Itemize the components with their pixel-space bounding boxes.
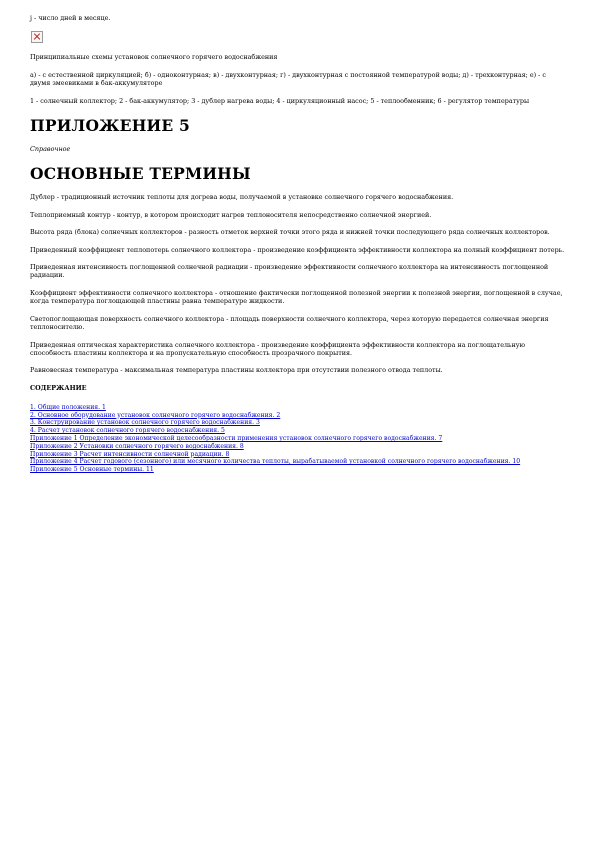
toc-item: [30, 466, 565, 474]
appendix-title: ОСНОВНЫЕ ТЕРМИНЫ: [30, 164, 251, 184]
toc-item: [30, 451, 565, 459]
toc-link[interactable]: 1. Общие положения. 1: [30, 403, 106, 411]
toc-item: [30, 435, 565, 443]
term-name: Приведенная интенсивность поглощенной солнечной радиации: [30, 263, 249, 272]
term-name: Равновесная температура: [30, 366, 119, 375]
table-of-contents: [30, 404, 565, 474]
toc-item: [30, 404, 565, 412]
toc-link[interactable]: Приложение 3 Расчет интенсивности солнечной радиации. 8: [30, 450, 230, 458]
toc-item: [30, 443, 565, 451]
toc-link[interactable]: 4. Расчет установок солнечного горячего водоснабжения. 5: [30, 427, 225, 435]
appendix-heading: ПРИЛОЖЕНИЕ 5: [30, 116, 190, 136]
term-definition: - контур, в котором происходит нагрев теплоносителя непосредственно солнечной энергией.: [110, 210, 432, 219]
toc-item: [30, 427, 565, 435]
term-definition: - разность отметок верхней точки этого ряда и нижней точки последующего ряда солнечных коллекторов.: [182, 228, 550, 237]
term-definition: - произведение коэффициента эффективности коллектора на полный коэффициент потерь.: [251, 245, 565, 254]
term-paragraph: [30, 263, 565, 280]
terms-list: [30, 193, 565, 374]
term-paragraph: [30, 341, 565, 358]
term-name: Дублер: [30, 193, 55, 202]
term-definition: - максимальная температура пластины коллектора при отсутствии полезного отвода теплоты.: [118, 366, 443, 375]
formula-note: j - число дней в месяце.: [30, 14, 111, 22]
schemes-title: Принципиальные схемы установок солнечного горячего водоснабжения: [30, 53, 278, 62]
toc-item: [30, 458, 565, 466]
term-paragraph: [30, 193, 565, 201]
term-name: Приведенная оптическая характеристика солнечного коллектора: [30, 340, 256, 349]
schemes-legend: 1 - солнечный коллектор; 2 - бак-аккумулятор; 3 - дублер нагрева воды; 4 - циркуляционный насос; 5 - теплообменник; 6 - регулятор температуры: [30, 96, 530, 105]
toc-link[interactable]: 2. Основное оборудование установок солнечного горячего водоснабжения. 2: [30, 411, 281, 419]
term-paragraph: [30, 211, 565, 219]
toc-link[interactable]: Приложение 5 Основные термины. 11: [30, 466, 154, 474]
toc-item: [30, 419, 565, 427]
term-name: Высота ряда (блока) солнечных коллекторов: [30, 228, 183, 237]
term-paragraph: [30, 246, 565, 254]
term-name: Теплоприемный контур: [30, 210, 111, 219]
toc-link[interactable]: Приложение 1 Определение экономической целесообразности применения установок солнечного горячего водоснабжения. 7: [30, 434, 443, 442]
term-paragraph: [30, 315, 565, 332]
toc-item: [30, 412, 565, 420]
term-paragraph: [30, 228, 565, 236]
toc-link[interactable]: Приложение 4 Расчет годового (сезонного) или месячного количества теплоты, вырабатываемой установкой солнечного горячего водоснабжения. 10: [30, 458, 521, 466]
appendix-type: Справочное: [30, 145, 71, 154]
term-name: Коэффициент эффективности солнечного коллектора: [30, 288, 213, 297]
contents-title: СОДЕРЖАНИЕ: [30, 383, 87, 392]
term-definition: - площадь поверхности солнечного коллектора, через которую передается солнечная энергия теплоносителю.: [30, 314, 549, 332]
term-definition: - отношение фактически поглощенной полезной энергии к полезной энергии, поглощенной в случае, когда температура поглощающей пластины равна температуре жидкости.: [30, 288, 563, 306]
toc-link[interactable]: Приложение 2 Установки солнечного горячего водоснабжения. 8: [30, 442, 244, 450]
term-paragraph: [30, 289, 565, 306]
schemes-variants: а) - с естественной циркуляцией; б) - одноконтурная; в) - двухконтурная; г) - двухконтурная с постоянной температурой воды; д) - трехконтурная; е) - с двумя змеевиками в бак-аккумуляторе: [30, 70, 546, 88]
term-name: Приведенный коэффициент теплопотерь солнечного коллектора: [30, 245, 252, 254]
broken-image-icon: [31, 31, 43, 43]
term-definition: - произведение эффективности солнечного коллектора на интенсивность поглощенной радиации.: [30, 263, 549, 280]
toc-link[interactable]: 3. Конструирование установок солнечного горячего водоснабжения. 3: [30, 419, 260, 427]
term-name: Светопоглощающая поверхность солнечного коллектора: [30, 314, 225, 323]
term-definition: - традиционный источник теплоты для догрева воды, получаемой в установке солнечного горячего водоснабжения.: [54, 193, 454, 202]
term-definition: - произведение коэффициента эффективности коллектора на поглощательную способность пластины коллектора и на пропускательную способность прозрачного покрытия.: [30, 340, 526, 357]
term-paragraph: [30, 366, 565, 374]
